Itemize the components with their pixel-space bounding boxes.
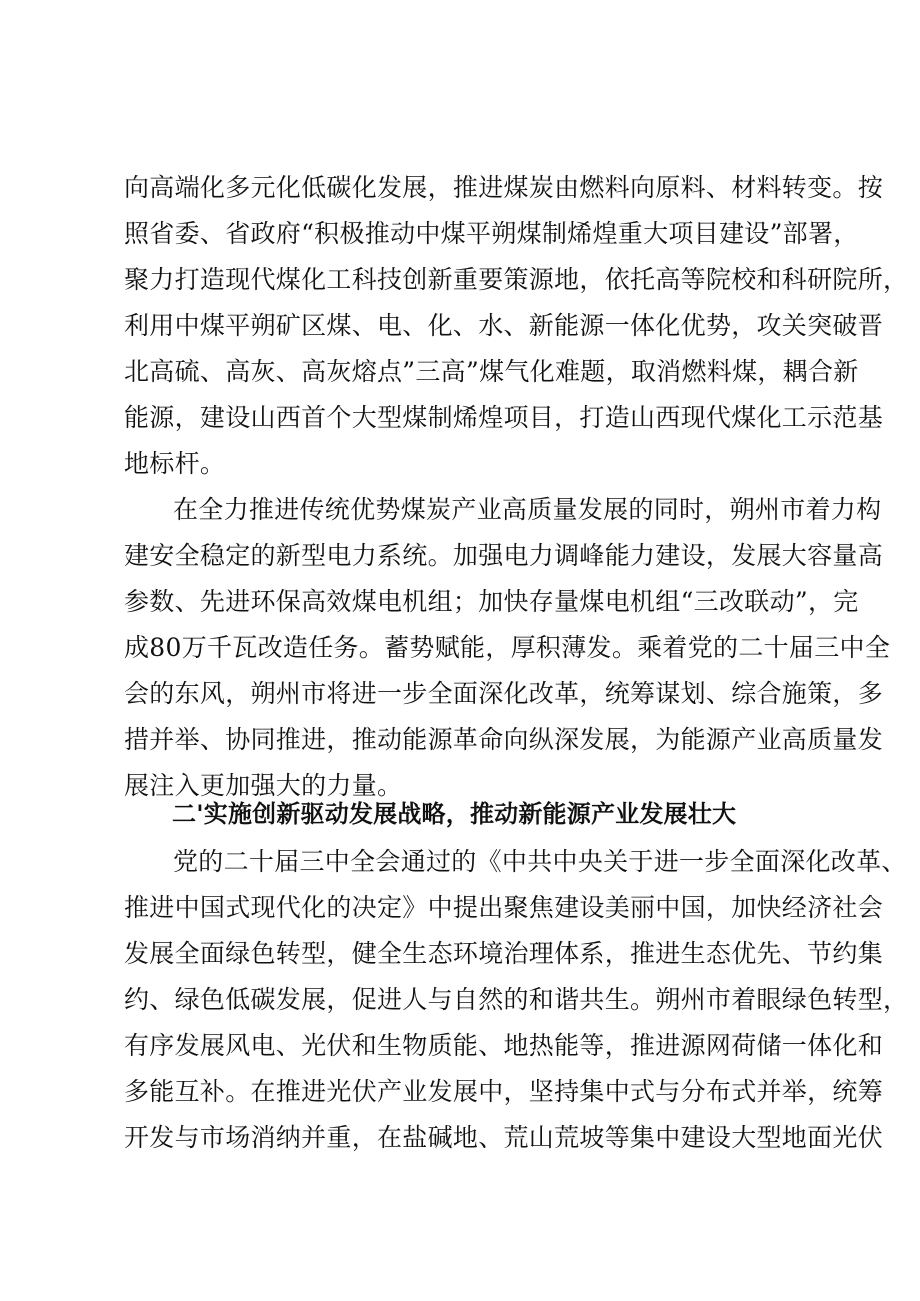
text-line: 利用中煤平朔矿区煤、电、化、水、新能源一体化优势，攻关突破晋 (124, 311, 884, 340)
text-line: 在全力推进传统优势煤炭产业高质量发展的同时，朔州市着力构 (173, 495, 882, 524)
text-line: 聚力打造现代煤化工科技创新重要策源地，依托高等院校和科研院所， (124, 265, 909, 294)
text-line: 开发与市场消纳并重，在盐碱地、荒山荒坡等集中建设大型地面光伏 (124, 1123, 884, 1152)
text-line: 展注入更加强大的力量。 (124, 771, 403, 800)
text-line: 推进中国式现代化的决定》中提出聚焦建设美丽中国，加快经济社会 (124, 893, 884, 922)
text-line: 措并举、协同推进，推动能源革命向纵深发展，为能源产业高质量发 (124, 725, 884, 754)
text-line: 约、绿色低碳发展，促进人与自然的和谐共生。朔州市着眼绿色转型， (124, 985, 909, 1014)
text-line: 建安全稳定的新型电力系统。加强电力调峰能力建设，发展大容量高 (124, 541, 884, 570)
text-line: 多能互补。在推进光伏产业发展中，坚持集中式与分布式并举，统筹 (124, 1077, 884, 1106)
text-line: 参数、先进环保高效煤电机组；加快存量煤电机组“三改联动”，完 (124, 587, 859, 616)
text-line: 会的东风，朔州市将进一步全面深化改革，统筹谋划、综合施策，多 (124, 679, 884, 708)
text-line: 发展全面绿色转型，健全生态环境治理体系，推进生态优先、节约集 (124, 939, 884, 968)
text-line: 成80万千瓦改造任务。蓄势赋能，厚积薄发。乘着党的二十届三中全 (124, 633, 891, 662)
text-line: 党的二十届三中全会通过的《中共中央关于进一步全面深化改革、 (173, 847, 907, 876)
text-line: 能源，建设山西首个大型煤制烯煌项目，打造山西现代煤化工示范基 (124, 403, 884, 432)
text-line: 地标杆。 (124, 449, 226, 478)
section-heading: 二'实施创新驱动发展战略，推动新能源产业发展壮大 (172, 800, 737, 828)
text-line: 向高端化多元化低碳化发展，推进煤炭由燃料向原料、材料转变。按 (124, 173, 884, 202)
text-line: 有序发展风电、光伏和生物质能、地热能等，推进源网荷储一体化和 (124, 1031, 884, 1060)
text-line: 北高硫、高灰、高灰熔点”三高”煤气化难题，取消燃料煤，耦合新 (124, 357, 859, 386)
text-line: 照省委、省政府“积极推动中煤平朔煤制烯煌重大项目建设”部署， (124, 219, 859, 248)
